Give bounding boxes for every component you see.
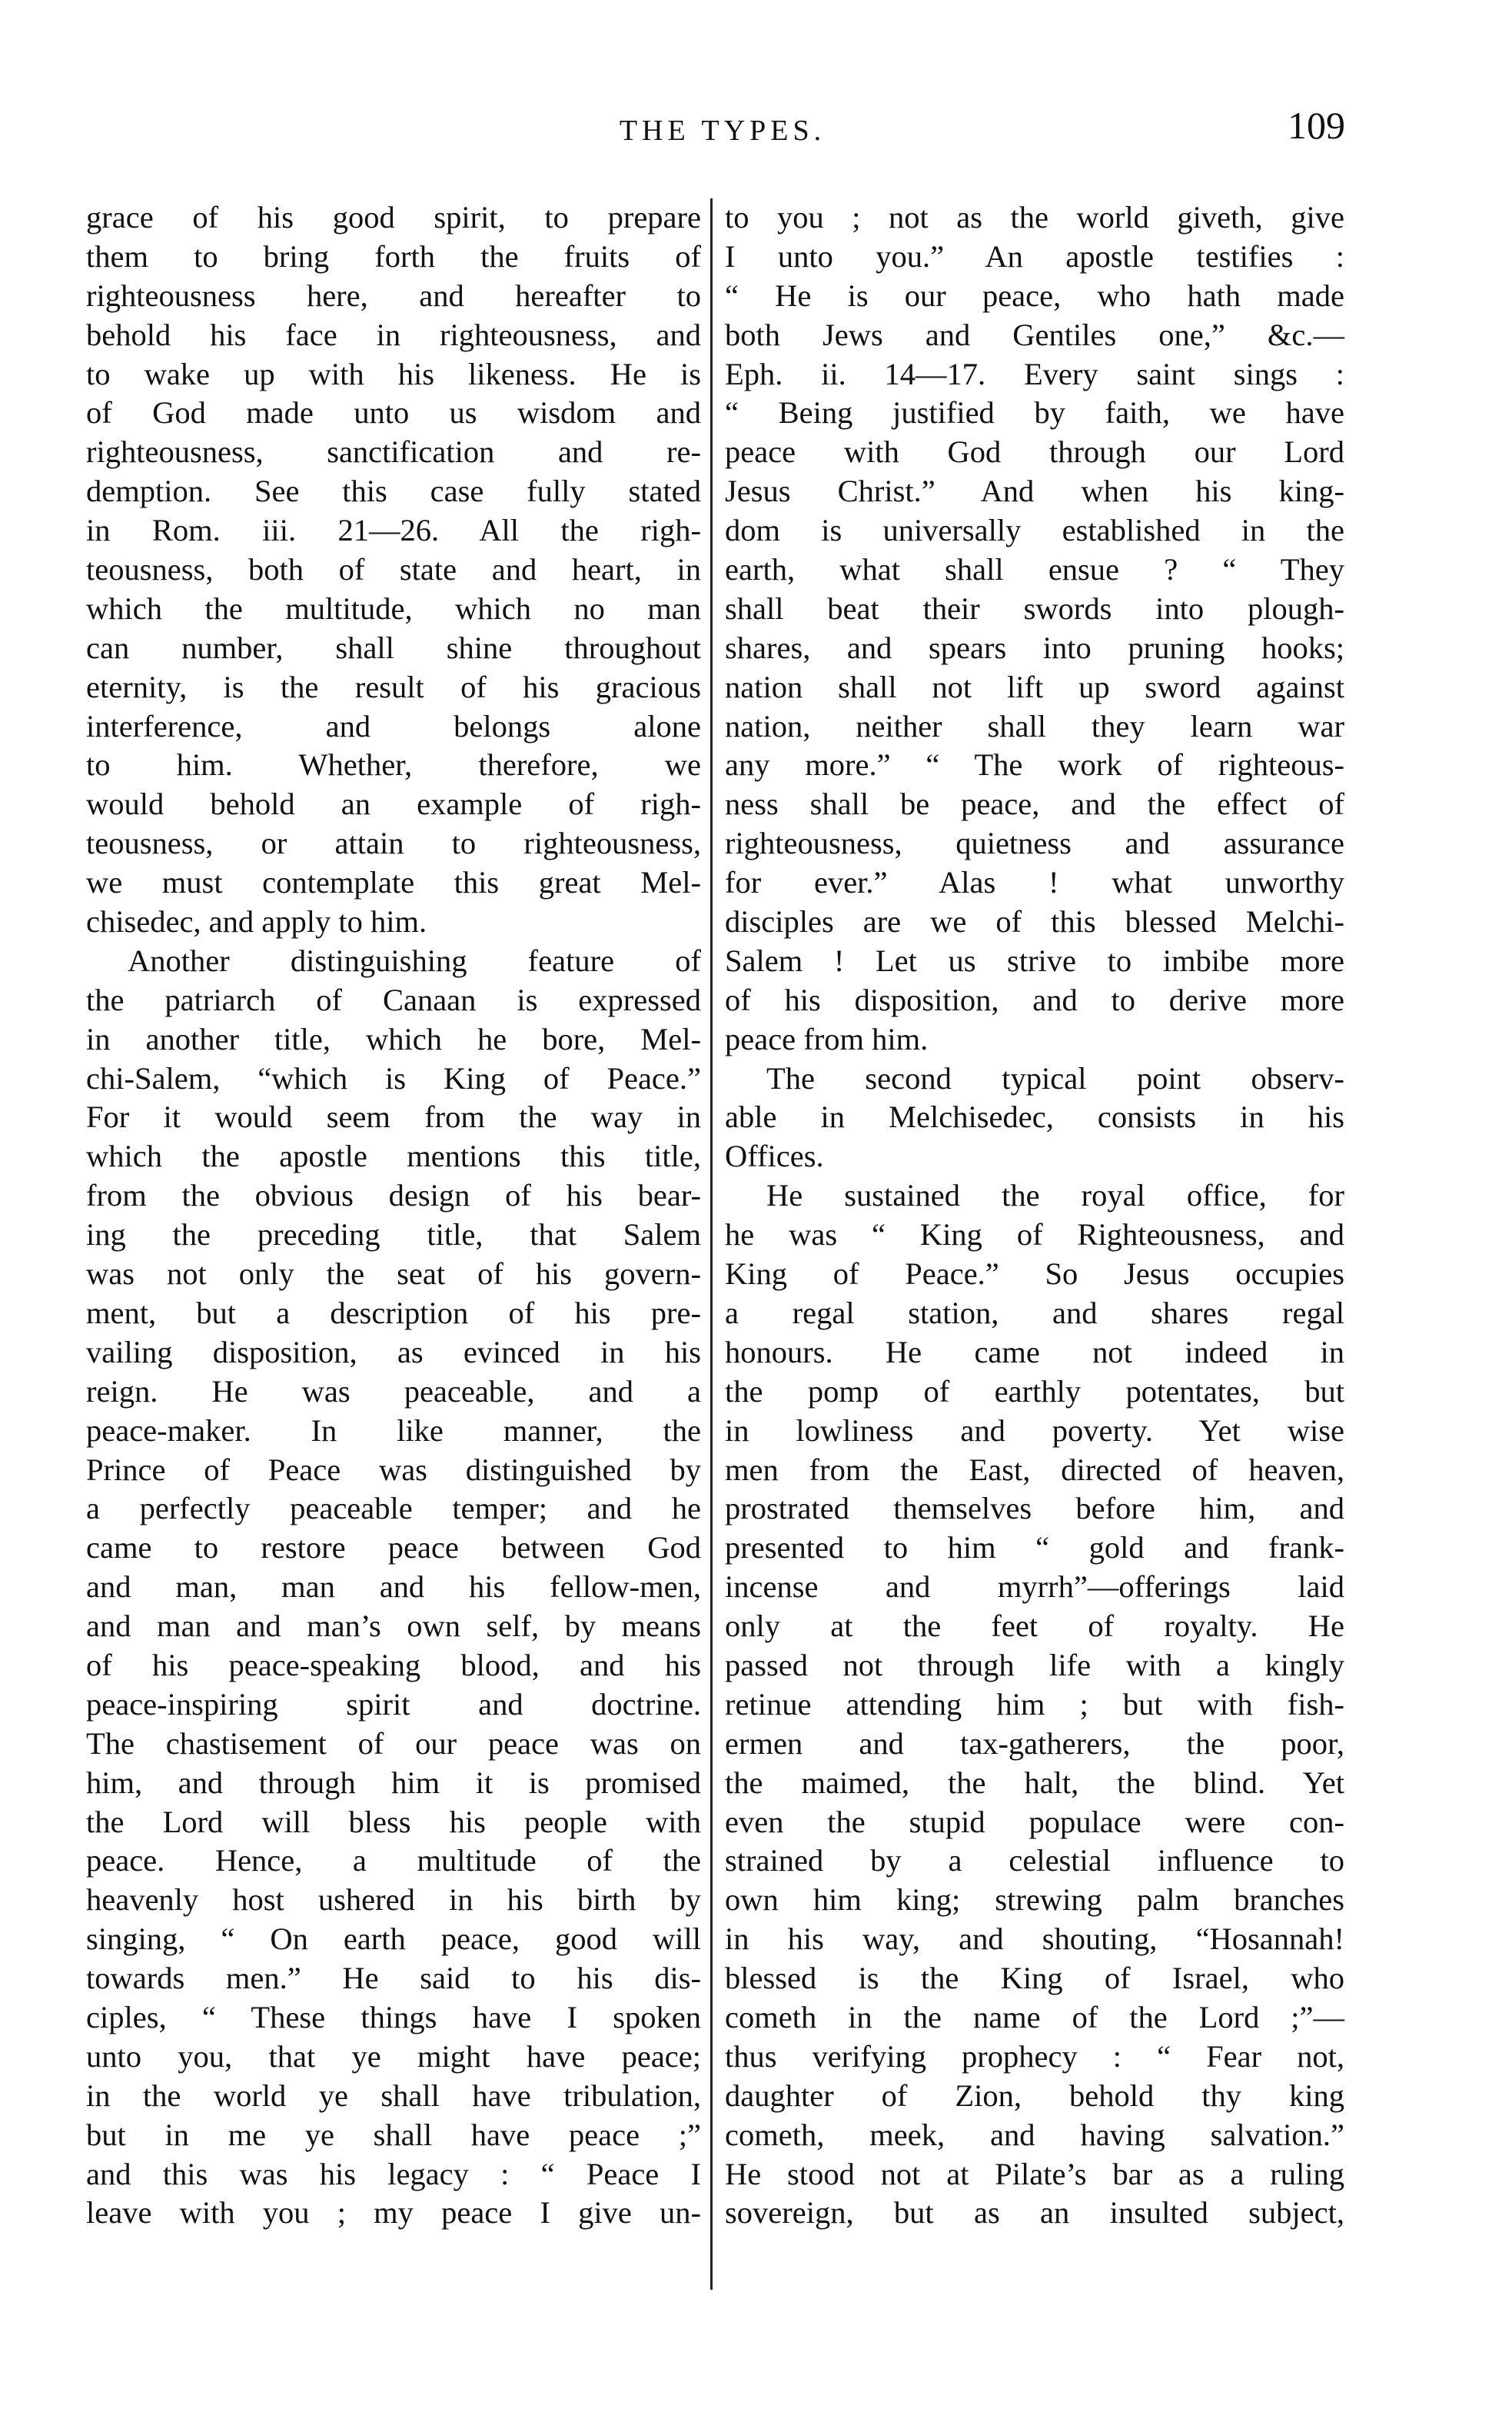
text-line: cometh, meek, and having salvation.”	[725, 2117, 1344, 2152]
text-line: peace. Hence, a multitude of the	[86, 1843, 701, 1878]
text-line: shall beat their swords into plough-	[725, 591, 1344, 626]
text-line: in Rom. iii. 21—26. All the righ-	[86, 513, 701, 548]
text-line: sovereign, but as an insulted subject,	[725, 2195, 1344, 2231]
text-line: nation shall not lift up sword against	[725, 669, 1344, 704]
text-line: a regal station, and shares regal	[725, 1295, 1344, 1330]
text-line: for ever.” Alas ! what unworthy	[725, 865, 1344, 900]
text-line: the patriarch of Canaan is expressed	[86, 982, 701, 1017]
text-line: towards men.” He said to his dis-	[86, 1961, 701, 1996]
text-line: teousness, or attain to righteousness,	[86, 826, 701, 861]
text-line: I unto you.” An apostle testifies :	[725, 238, 1344, 274]
text-line: Prince of Peace was distinguished by	[86, 1452, 701, 1487]
text-line: demption. See this case fully stated	[86, 474, 701, 509]
text-line: ment, but a description of his pre-	[86, 1295, 701, 1330]
text-line: even the stupid populace were con-	[725, 1804, 1344, 1839]
text-line: chisedec, and apply to him.	[86, 904, 427, 940]
text-line: righteousness, quietness and assurance	[725, 826, 1344, 861]
text-line: righteousness, sanctification and re-	[86, 434, 701, 470]
text-line: chi-Salem, “which is King of Peace.”	[86, 1060, 701, 1096]
text-line: behold his face in righteousness, and	[86, 317, 701, 352]
text-line: peace-inspiring spirit and doctrine.	[86, 1686, 701, 1722]
text-line: would behold an example of righ-	[86, 787, 701, 822]
page-header	[100, 104, 1345, 175]
text-line: the maimed, the halt, the blind. Yet	[725, 1765, 1344, 1800]
text-line: teousness, both of state and heart, in	[86, 552, 701, 587]
text-line: from the obvious design of his bear-	[86, 1178, 701, 1213]
text-line: to you ; not as the world giveth, give	[725, 200, 1344, 235]
text-line: of his peace-speaking blood, and his	[86, 1647, 701, 1682]
column-divider	[710, 198, 713, 2290]
text-line: in the world ye shall have tribulation,	[86, 2078, 701, 2113]
text-line: both Jews and Gentiles one,” &c.—	[725, 317, 1344, 352]
text-line: in lowliness and poverty. Yet wise	[725, 1412, 1344, 1448]
text-line: He stood not at Pilate’s bar as a ruling	[725, 2156, 1344, 2191]
text-line: peace with God through our Lord	[725, 434, 1344, 470]
text-line: Offices.	[725, 1139, 824, 1174]
text-line: which the apostle mentions this title,	[86, 1139, 701, 1174]
text-line: the pomp of earthly potentates, but	[725, 1373, 1344, 1409]
text-line: Eph. ii. 14—17. Every saint sings :	[725, 356, 1344, 391]
text-line: of God made unto us wisdom and	[86, 395, 701, 431]
text-line: and man, man and his fellow-men,	[86, 1569, 701, 1605]
text-line: we must contemplate this great Mel-	[86, 865, 701, 900]
text-line: reign. He was peaceable, and a	[86, 1373, 701, 1409]
text-line: own him king; strewing palm branches	[725, 1882, 1344, 1918]
text-line: the Lord will bless his people with	[86, 1804, 701, 1839]
text-line: ing the preceding title, that Salem	[86, 1217, 701, 1253]
text-line: shares, and spears into pruning hooks;	[725, 630, 1344, 665]
text-line: presented to him “ gold and frank-	[725, 1530, 1344, 1565]
text-line: ness shall be peace, and the effect of	[725, 787, 1344, 822]
text-line: passed not through life with a kingly	[725, 1647, 1344, 1682]
text-line: came to restore peace between God	[86, 1530, 701, 1565]
text-line: unto you, that ye might have peace;	[86, 2038, 701, 2074]
text-line: vailing disposition, as evinced in his	[86, 1334, 701, 1369]
text-line: peace from him.	[725, 1021, 929, 1056]
text-line: which the multitude, which no man	[86, 591, 701, 626]
text-line: nation, neither shall they learn war	[725, 708, 1344, 744]
right-column	[725, 198, 1344, 2233]
text-line: strained by a celestial influence to	[725, 1843, 1344, 1878]
text-line: interference, and belongs alone	[86, 708, 701, 744]
text-line: him, and through him it is promised	[86, 1765, 701, 1800]
text-line: disciples are we of this blessed Melchi-	[725, 904, 1344, 940]
text-line: in his way, and shouting, “Hosannah!	[725, 1921, 1344, 1957]
text-line: honours. He came not indeed in	[725, 1334, 1344, 1369]
text-line: of his disposition, and to derive more	[725, 982, 1344, 1017]
text-line: grace of his good spirit, to prepare	[86, 200, 701, 235]
text-line: in another title, which he bore, Mel-	[86, 1021, 701, 1056]
text-line: peace-maker. In like manner, the	[86, 1412, 701, 1448]
text-line: to wake up with his likeness. He is	[86, 356, 701, 391]
text-line: singing, “ On earth peace, good will	[86, 1921, 701, 1957]
text-line: ermen and tax-gatherers, the poor,	[725, 1725, 1344, 1761]
text-line: Salem ! Let us strive to imbibe more	[725, 943, 1344, 978]
text-line: any more.” “ The work of righteous-	[725, 747, 1344, 783]
text-line: prostrated themselves before him, and	[725, 1491, 1344, 1526]
text-line: King of Peace.” So Jesus occupies	[725, 1256, 1344, 1292]
text-line: Jesus Christ.” And when his king-	[725, 474, 1344, 509]
text-line: them to bring forth the fruits of	[86, 238, 701, 274]
text-line: was not only the seat of his govern-	[86, 1256, 701, 1292]
text-line: and this was his legacy : “ Peace I	[86, 2156, 701, 2191]
text-line: leave with you ; my peace I give un-	[86, 2195, 701, 2231]
text-line: incense and myrrh”—offerings laid	[725, 1569, 1344, 1605]
text-line: He sustained the royal office, for	[766, 1178, 1344, 1213]
text-line: Another distinguishing feature of	[128, 943, 701, 978]
text-line: to him. Whether, therefore, we	[86, 747, 701, 783]
text-line: The second typical point observ-	[766, 1060, 1344, 1096]
text-line: only at the feet of royalty. He	[725, 1609, 1344, 1644]
text-line: can number, shall shine throughout	[86, 630, 701, 665]
text-line: righteousness here, and hereafter to	[86, 278, 701, 313]
text-line: thus verifying prophecy : “ Fear not,	[725, 2038, 1344, 2074]
text-line: The chastisement of our peace was on	[86, 1725, 701, 1761]
left-column	[86, 198, 701, 2233]
text-line: he was “ King of Righteousness, and	[725, 1217, 1344, 1253]
text-line: but in me ye shall have peace ;”	[86, 2117, 701, 2152]
text-line: ciples, “ These things have I spoken	[86, 1999, 701, 2034]
text-line: daughter of Zion, behold thy king	[725, 2078, 1344, 2113]
text-line: heavenly host ushered in his birth by	[86, 1882, 701, 1918]
text-line: and man and man’s own self, by means	[86, 1609, 701, 1644]
text-line: “ Being justified by faith, we have	[725, 395, 1344, 431]
text-line: “ He is our peace, who hath made	[725, 278, 1344, 313]
text-line: earth, what shall ensue ? “ They	[725, 552, 1344, 587]
text-line: dom is universally established in the	[725, 513, 1344, 548]
text-line: cometh in the name of the Lord ;”—	[725, 1999, 1344, 2034]
running-head: THE TYPES.	[619, 115, 826, 147]
text-line: a perfectly peaceable temper; and he	[86, 1491, 701, 1526]
text-line: eternity, is the result of his gracious	[86, 669, 701, 704]
text-line: able in Melchisedec, consists in his	[725, 1100, 1344, 1135]
text-line: men from the East, directed of heaven,	[725, 1452, 1344, 1487]
text-line: For it would seem from the way in	[86, 1100, 701, 1135]
text-line: retinue attending him ; but with fish-	[725, 1686, 1344, 1722]
text-line: blessed is the King of Israel, who	[725, 1961, 1344, 1996]
page-number: 109	[1288, 104, 1345, 147]
